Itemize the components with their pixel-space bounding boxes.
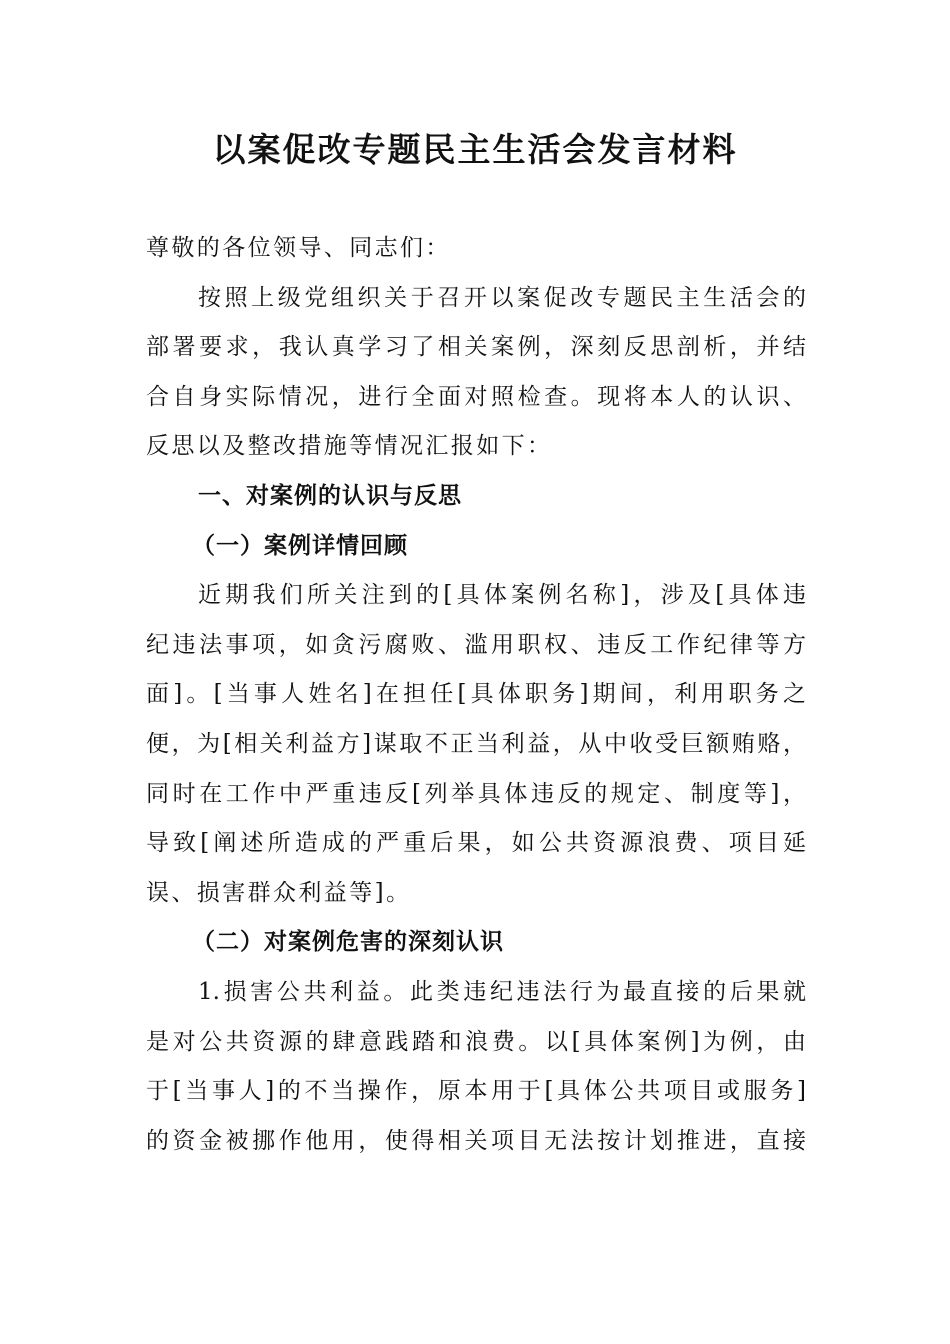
paragraph-line: 反思以及整改措施等情况汇报如下： (146, 433, 553, 460)
paragraph-line: 近期我们所关注到的[具体案例名称]，涉及[具体违 (198, 582, 806, 609)
salutation: 尊敬的各位领导、同志们： (146, 235, 451, 261)
subsection-heading: （一）案例详情回顾 (192, 532, 408, 559)
section-heading: 一、对案例的认识与反思 (198, 482, 462, 509)
paragraph-line: 同时在工作中严重违反[列举具体违反的规定、制度等]， (146, 780, 806, 807)
paragraph-line: 的资金被挪作他用，使得相关项目无法按计划推进，直接 (146, 1127, 806, 1154)
subsection-heading: （二）对案例危害的深刻认识 (192, 929, 504, 956)
document-title: 以案促改专题民主生活会发言材料 (212, 130, 738, 169)
paragraph-line: 按照上级党组织关于召开以案促改专题民主生活会的 (198, 284, 806, 311)
paragraph-line: 合自身实际情况，进行全面对照检查。现将本人的认识、 (146, 383, 806, 410)
paragraph-line: 部署要求，我认真学习了相关案例，深刻反思剖析，并结 (146, 334, 806, 361)
paragraph-line: 是对公共资源的肆意践踏和浪费。以[具体案例]为例，由 (146, 1028, 806, 1055)
paragraph-line: 导致[阐述所造成的严重后果，如公共资源浪费、项目延 (146, 830, 806, 857)
paragraph-line: 误、损害群众利益等]。 (146, 879, 412, 906)
paragraph-line: 纪违法事项，如贪污腐败、滥用职权、违反工作纪律等方 (146, 631, 806, 658)
document-body (146, 224, 806, 1166)
paragraph-line: 1.损害公共利益。此类违纪违法行为最直接的后果就 (198, 978, 806, 1005)
paragraph-line: 便，为[相关利益方]谋取不正当利益，从中收受巨额贿赂， (146, 730, 806, 757)
paragraph-line: 面]。[当事人姓名]在担任[具体职务]期间，利用职务之 (146, 681, 806, 708)
paragraph-line: 于[当事人]的不当操作，原本用于[具体公共项目或服务] (146, 1078, 806, 1105)
